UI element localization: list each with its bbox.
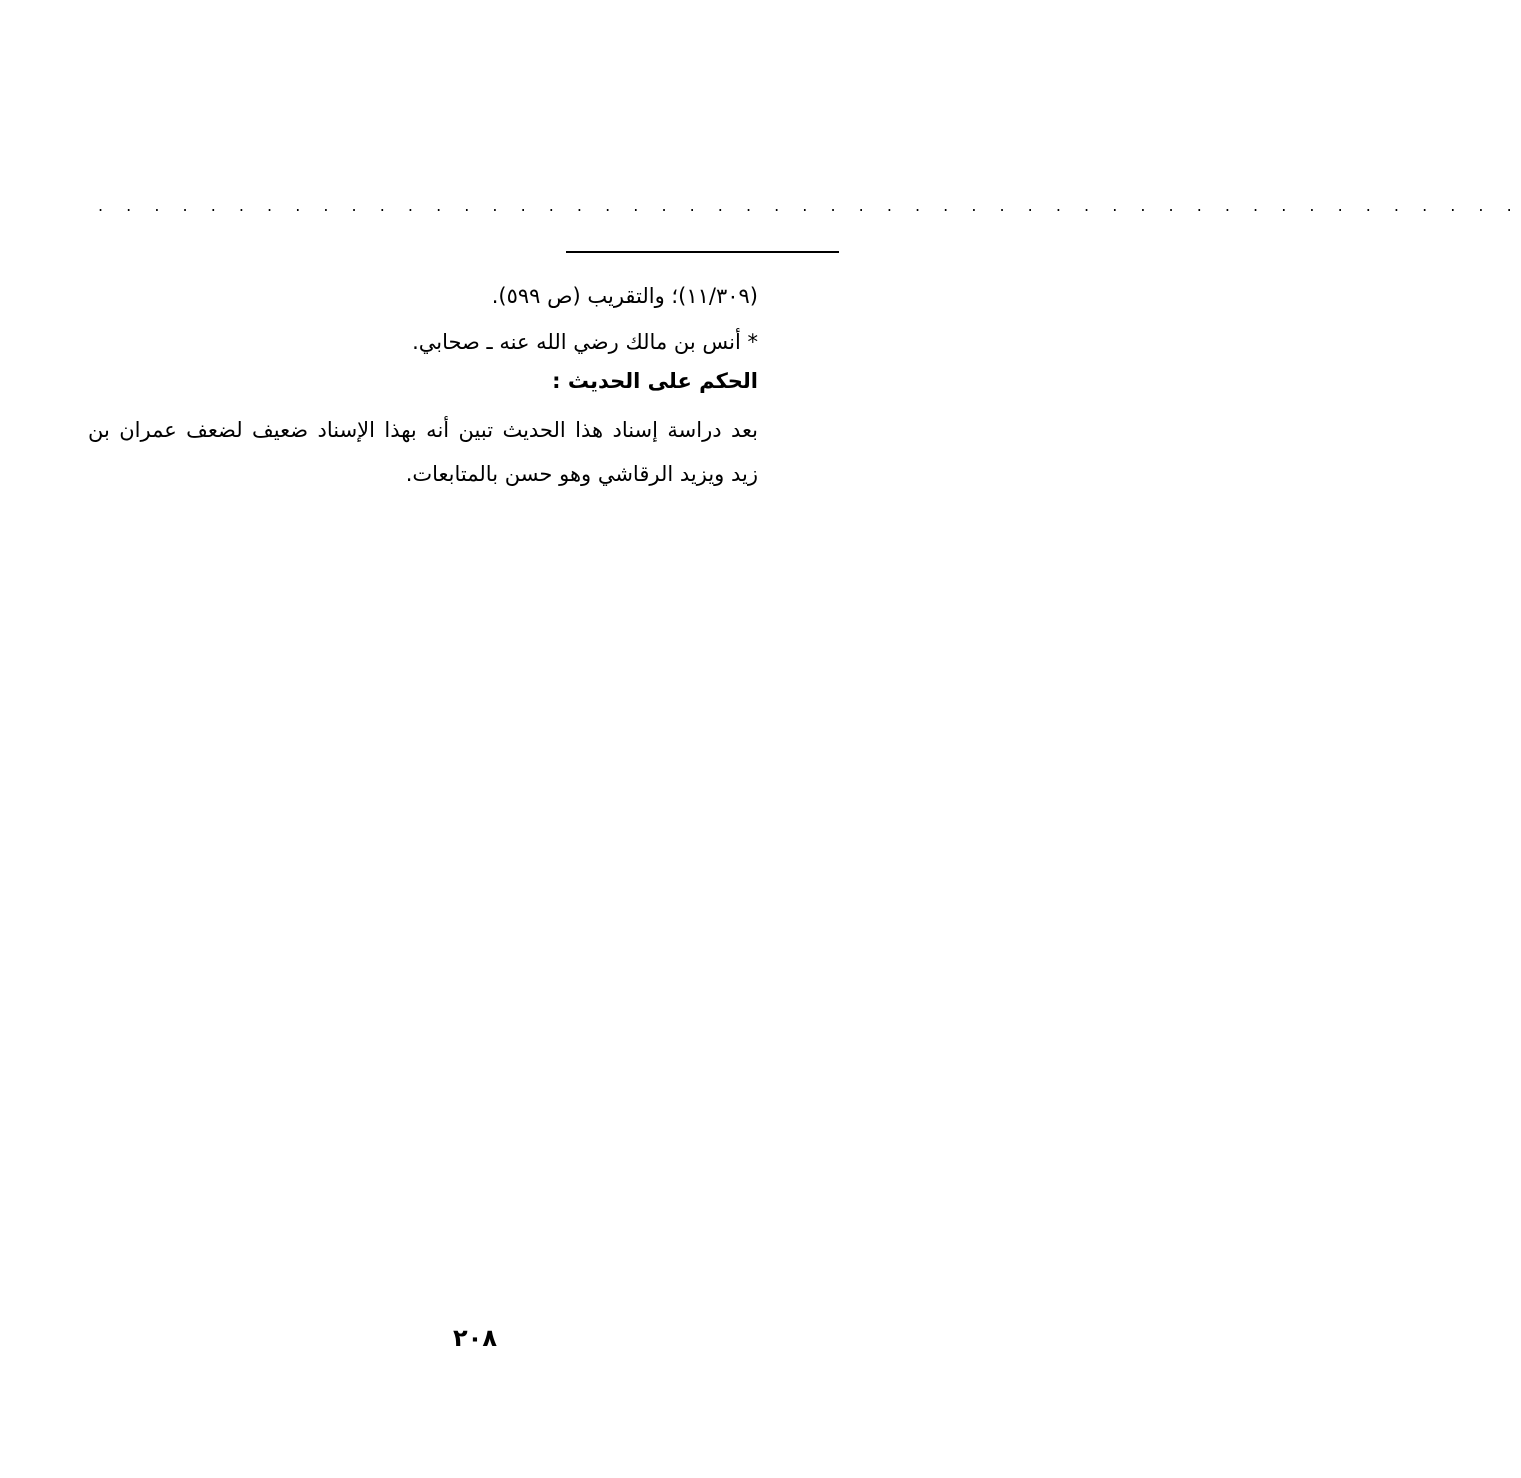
dotted-separator: . . . . . . . . . . . . . . . . . . . . . . . . . . . . . . . . . . . . . . . . . . . . . . . . . . . bbox=[98, 196, 1521, 215]
paragraph-line-1: بعد دراسة إسناد هذا الحديث تبين أنه بهذا الإسناد ضعيف لضعف عمران بن bbox=[88, 418, 758, 442]
footnote-reference: (١١/٣٠٩)؛ والتقريب (ص ٥٩٩). bbox=[491, 284, 758, 308]
paragraph-line-2: زيد ويزيد الرقاشي وهو حسن بالمتابعات. bbox=[405, 462, 758, 486]
narrator-note: * أنس بن مالك رضي الله عنه ـ صحابي. bbox=[412, 330, 758, 354]
ruling-paragraph bbox=[88, 408, 758, 496]
footnote-divider bbox=[566, 251, 839, 253]
section-heading: الحكم على الحديث : bbox=[552, 369, 758, 393]
page-number: ٢٠٨ bbox=[453, 1324, 497, 1352]
